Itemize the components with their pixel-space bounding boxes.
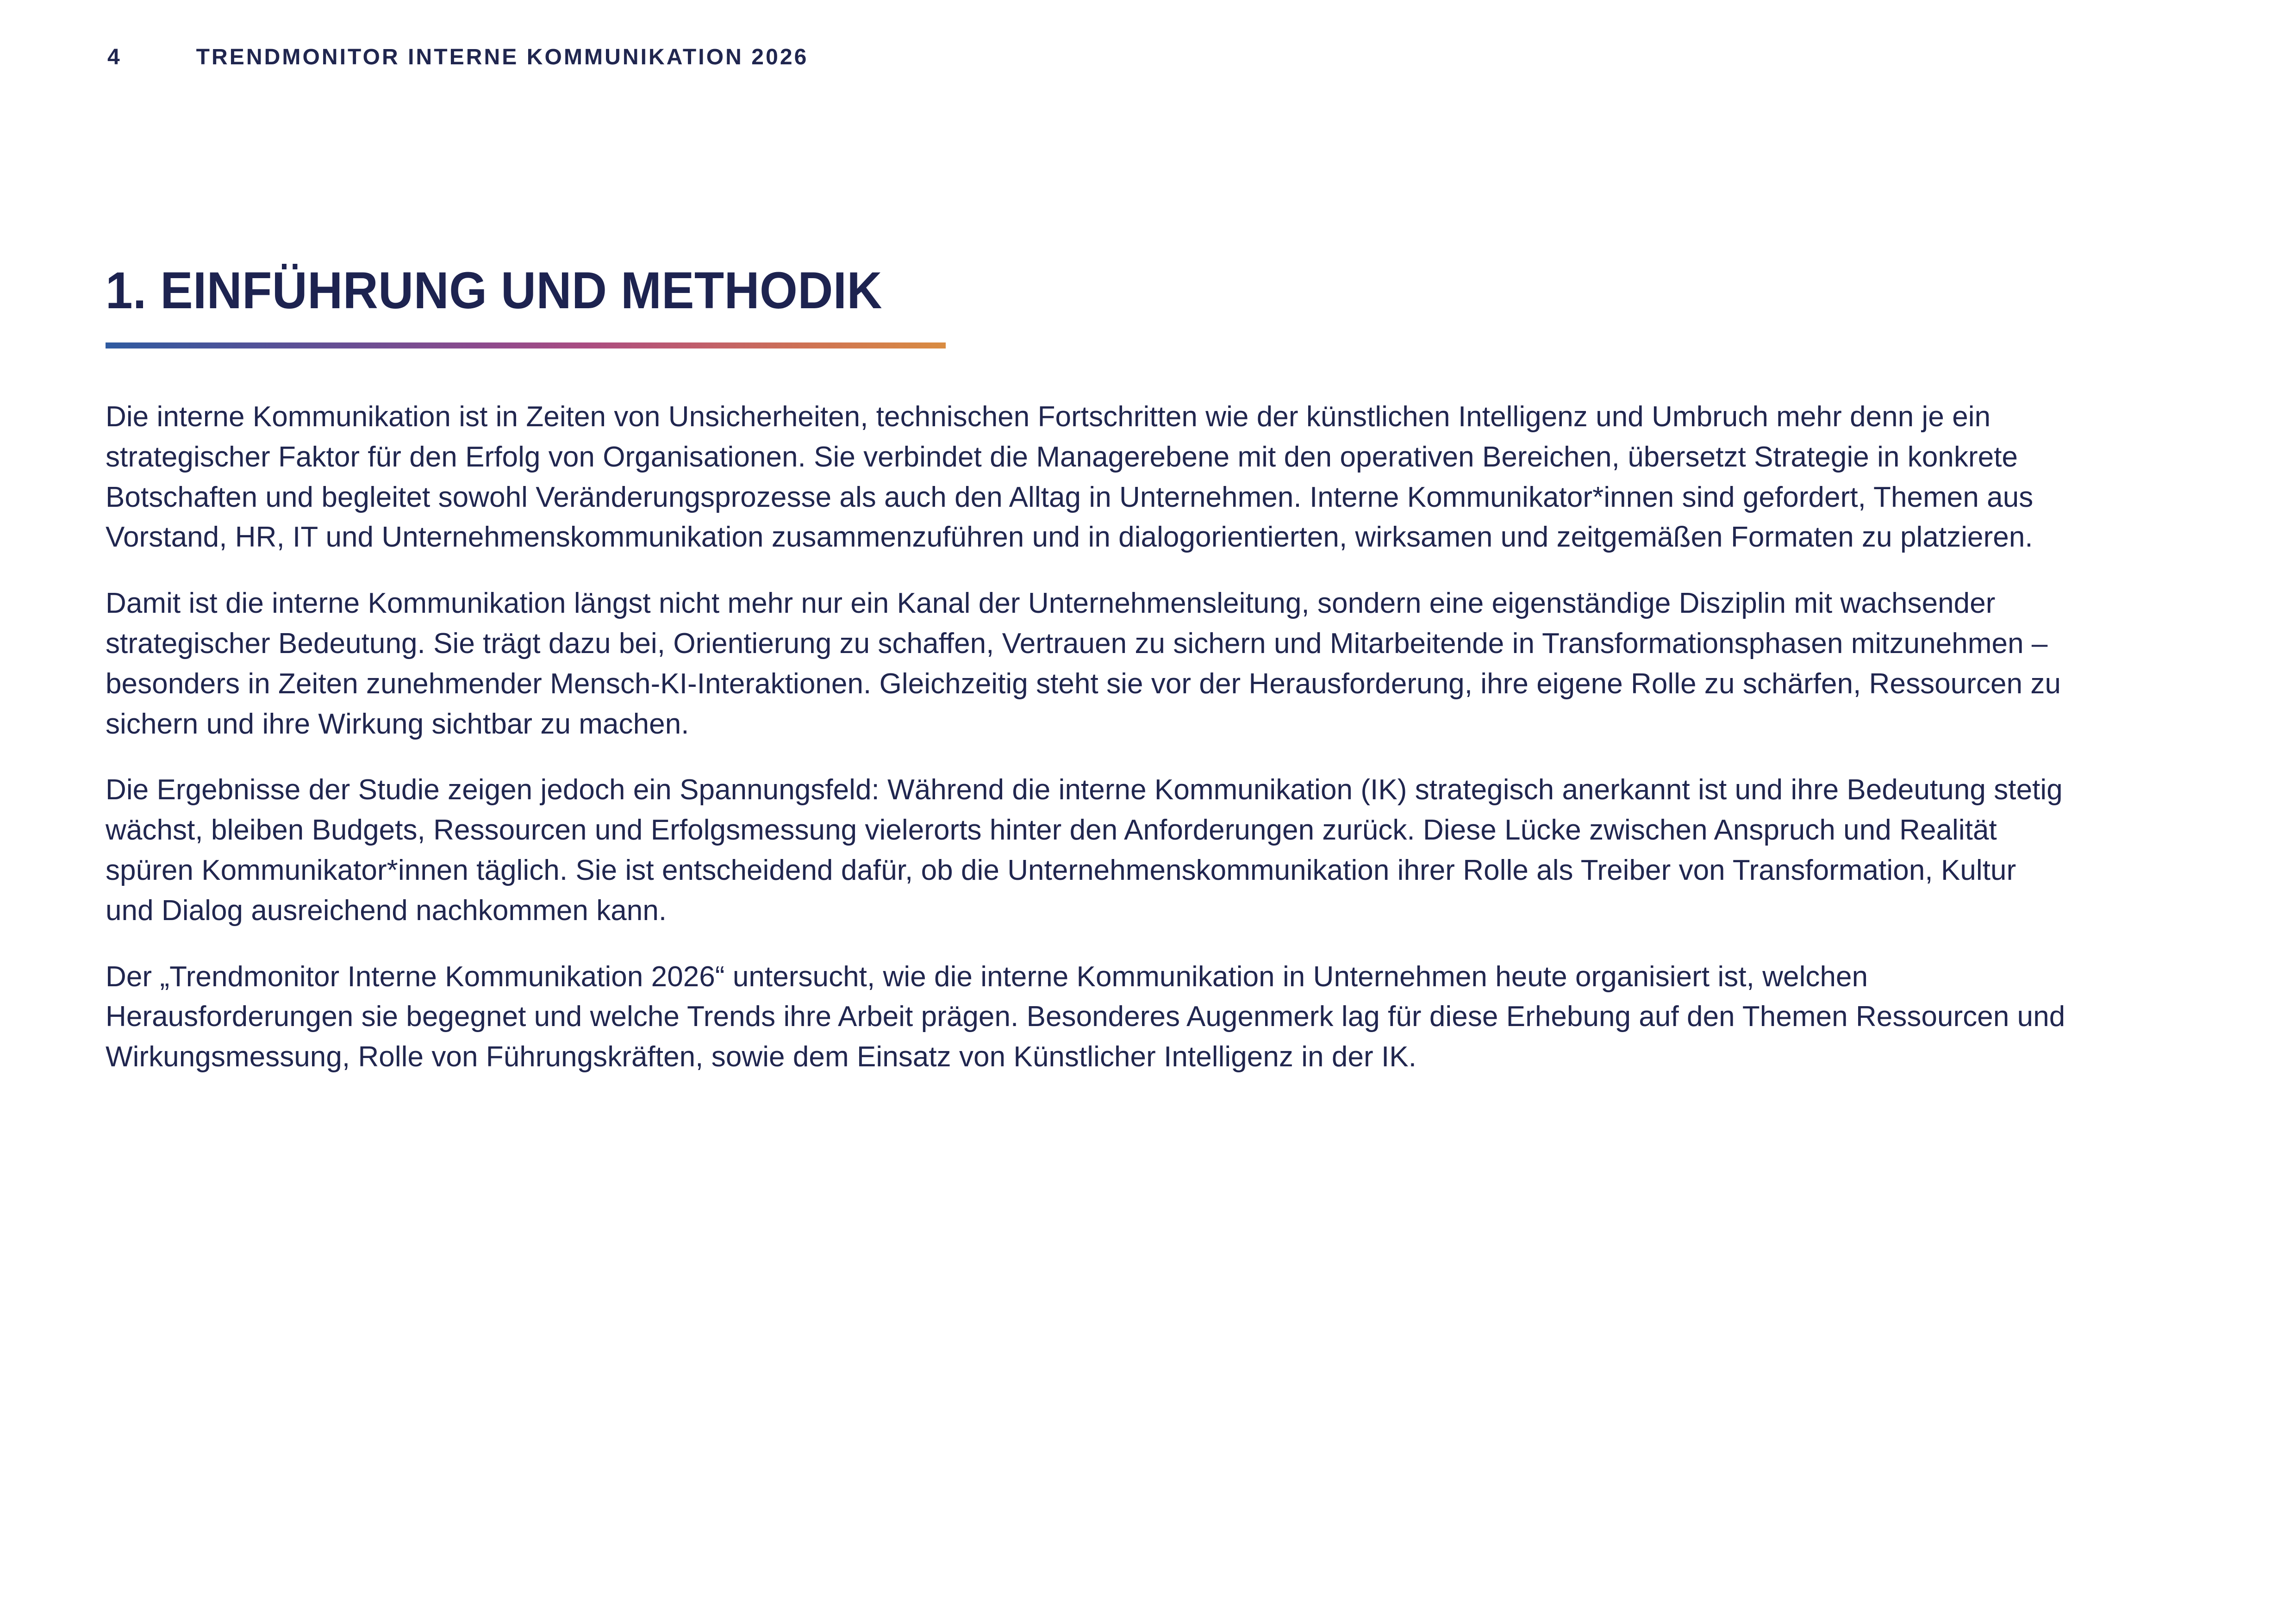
paragraph: Die Ergebnisse der Studie zeigen jedoch ein Spannungsfeld: Während die interne Kommunikation (IK) strategisch anerkannt ist und ihre Bedeutung stetig wächst, bleiben Budgets, Ressourcen und Erfolgsmessung vielerorts hinter den Anforderungen zurück. Diese Lücke zwischen Anspruch und Realität spüren Kommunikator*innen täglich. Sie ist entscheidend dafür, ob die Unternehmenskommunikation ihrer Rolle als Treiber von Transformation, Kultur und Dialog ausreichend nachkommen kann. [106,774,2063,927]
body-copy [106,397,2068,1077]
page-number: 4 [107,45,120,69]
gradient-divider [106,342,946,348]
paragraph: Damit ist die interne Kommunikation längst nicht mehr nur ein Kanal der Unternehmensleitung, sondern eine eigenständige Disziplin mit wachsender strategischer Bedeutung. Sie trägt dazu bei, Orientierung zu schaffen, Vertrauen zu sichern und Mitarbeitende in Transformationsphasen mitzunehmen – besonders in Zeiten zunehmender Mensch-KI-Interaktionen. Gleichzeitig steht sie vor der Herausforderung, ihre eigene Rolle zu schärfen, Ressourcen zu sichern und ihre Wirkung sichtbar zu machen. [106,587,2061,740]
running-header [107,44,808,70]
page-title: 1. EINFÜHRUNG UND METHODIK [106,261,882,319]
running-title: TRENDMONITOR INTERNE KOMMUNIKATION 2026 [196,45,809,69]
section-heading-block [106,261,948,348]
paragraph: Die interne Kommunikation ist in Zeiten von Unsicherheiten, technischen Fortschritten wie der künstlichen Intelligenz und Umbruch mehr denn je ein strategischer Faktor für den Erfolg von Organisationen. Sie verbindet die Managerebene mit den operativen Bereichen, übersetzt Strategie in konkrete Botschaften und begleitet sowohl Veränderungsprozesse als auch den Alltag in Unternehmen. Interne Kommunikator*innen sind gefordert, Themen aus Vorstand, HR, IT und Unternehmenskommunikation zusammenzuführen und in dialogorientierten, wirksamen und zeitgemäßen Formaten zu platzieren. [106,401,2034,554]
paragraph: Der „Trendmonitor Interne Kommunikation 2026“ untersucht, wie die interne Kommunikation in Unternehmen heute organisiert ist, welchen Herausforderungen sie begegnet und welche Trends ihre Arbeit prägen. Besonderes Augenmerk lag für diese Erhebung auf den Themen Ressourcen und Wirkungsmessung, Rolle von Führungskräften, sowie dem Einsatz von Künstlicher Intelligenz in der IK. [106,960,2065,1073]
